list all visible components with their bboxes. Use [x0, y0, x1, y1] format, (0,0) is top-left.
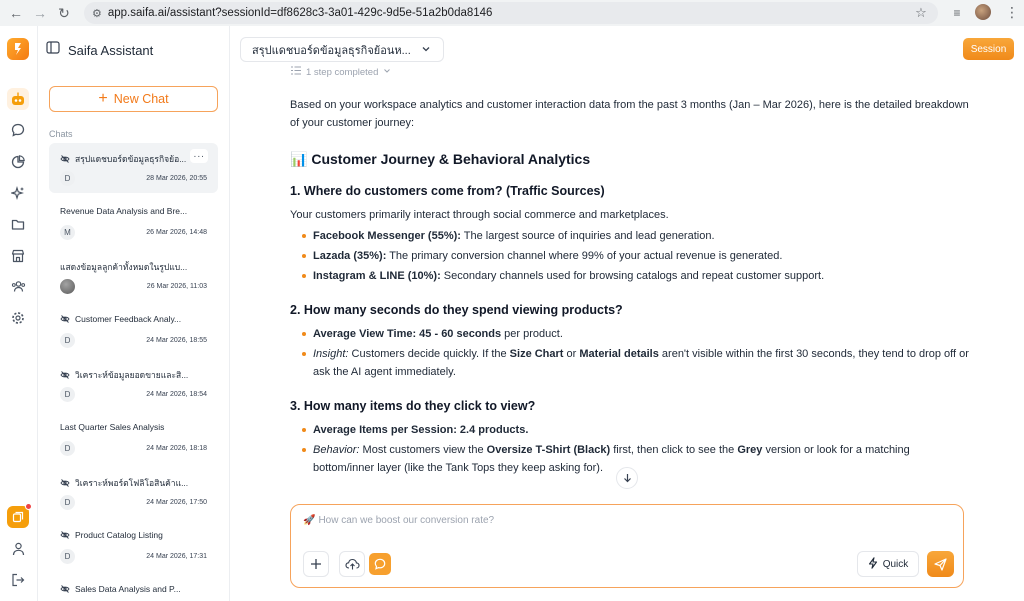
chat-list-item[interactable] [49, 197, 218, 247]
rocket-icon: 🚀 [303, 515, 316, 526]
list-icon [291, 66, 301, 78]
chat-title: Revenue Data Analysis and Bre... [60, 206, 188, 216]
user-profile-icon[interactable] [7, 538, 29, 560]
media-icon[interactable]: ≡ [953, 6, 961, 20]
chat-timestamp: 24 Mar 2026, 17:50 [146, 499, 207, 506]
assistant-message [290, 96, 970, 477]
profile-avatar[interactable] [975, 4, 991, 20]
chat-list-item[interactable] [49, 467, 218, 517]
chat-main [230, 26, 1024, 601]
chat-list-item[interactable] [49, 521, 218, 571]
section-heading-traffic: 1. Where do customers come from? (Traffic Sources) [290, 184, 605, 198]
avatar: M [60, 225, 75, 240]
avatar: D [60, 549, 75, 564]
eye-off-icon [60, 154, 70, 164]
steps-completed-toggle[interactable] [291, 66, 391, 78]
sidebar-title: Saifa Assistant [68, 42, 154, 58]
chat-list-item[interactable] [49, 143, 218, 193]
chat-title: Last Quarter Sales Analysis [60, 422, 165, 432]
bar-chart-icon: 📊 [290, 151, 308, 167]
saifa-logo-icon[interactable] [7, 38, 29, 60]
chat-list-item[interactable] [49, 251, 218, 301]
avatar: D [60, 441, 75, 456]
traffic-list [290, 227, 970, 285]
users-icon[interactable] [7, 275, 29, 297]
list-item: Average Items per Session: 2.4 products. [302, 421, 970, 439]
chat-list-item[interactable] [49, 413, 218, 463]
chat-timestamp: 26 Mar 2026, 11:03 [146, 283, 207, 290]
chat-timestamp: 28 Mar 2026, 20:55 [146, 175, 207, 182]
chat-list-item[interactable] [49, 359, 218, 409]
chevron-down-icon [383, 67, 391, 78]
browser-menu-icon[interactable]: ⋮ [1005, 4, 1019, 20]
conversation-title: สรุปแดชบอร์ดข้อมูลธุรกิจย้อนห... [252, 44, 411, 57]
chat-timestamp: 24 Mar 2026, 18:18 [146, 445, 207, 452]
avatar: D [60, 171, 75, 186]
site-settings-icon[interactable]: ⚙ [92, 7, 102, 20]
eye-off-icon [60, 370, 70, 380]
list-item: Instagram & LINE (10%): Secondary channels used for browsing catalogs and repeat customer support. [302, 267, 970, 285]
avatar: D [60, 333, 75, 348]
icon-rail [0, 26, 38, 601]
quick-mode-button[interactable] [857, 551, 919, 577]
message-composer [290, 504, 964, 588]
chat-timestamp: 26 Mar 2026, 14:48 [146, 229, 207, 236]
address-bar[interactable] [84, 2, 938, 24]
forward-icon[interactable]: → [33, 5, 47, 21]
chat-list-item[interactable] [49, 305, 218, 355]
store-icon[interactable] [7, 245, 29, 267]
more-options-icon[interactable]: ··· [190, 149, 208, 163]
view-time-list [290, 325, 970, 381]
section-intro: Your customers primarily interact through social commerce and marketplaces. [290, 209, 669, 221]
new-chat-label: New Chat [113, 92, 169, 106]
chat-title: วิเคราะห์พอร์ตโฟลิโอสินค้าแ... [60, 476, 200, 490]
chat-mode-button[interactable] [369, 553, 391, 575]
eye-off-icon [60, 530, 70, 540]
lightning-icon [868, 557, 878, 572]
session-button[interactable]: Session [963, 38, 1014, 60]
chat-title: Product Catalog Listing [60, 530, 200, 540]
pie-chart-icon[interactable] [7, 151, 29, 173]
eye-off-icon [60, 478, 70, 488]
toggle-sidebar-icon[interactable] [46, 41, 60, 59]
plus-icon: + [98, 90, 108, 107]
chat-list-item[interactable] [49, 575, 218, 601]
intro-paragraph: Based on your workspace analytics and customer interaction data from the past 3 months (Jan – Mar 2026), here is the detailed breakdown of your customer journey: [290, 99, 969, 129]
back-icon[interactable]: ← [9, 5, 23, 21]
new-chat-button[interactable] [49, 86, 218, 112]
eye-off-icon [60, 584, 70, 594]
bookmark-star-icon[interactable]: ☆ [915, 5, 927, 20]
chevron-down-icon [421, 44, 431, 57]
settings-gear-icon[interactable] [7, 307, 29, 329]
upload-cloud-button[interactable] [339, 551, 365, 577]
chat-title: Sales Data Analysis and P... [60, 584, 200, 594]
send-button[interactable] [927, 551, 954, 577]
section-heading-view-time: 2. How many seconds do they spend viewing products? [290, 303, 623, 317]
section-heading-items-clicked: 3. How many items do they click to view? [290, 399, 536, 413]
url-text: app.saifa.ai/assistant?sessionId=df8628c3-3a01-429c-9d5e-51a2b0da8146 [107, 7, 493, 19]
steps-completed-label: 1 step completed [306, 66, 379, 78]
eye-off-icon [60, 314, 70, 324]
chat-timestamp: 24 Mar 2026, 18:54 [146, 391, 207, 398]
list-item: Lazada (35%): The primary conversion channel where 99% of your actual revenue is generated. [302, 247, 970, 265]
list-item: Insight: Customers decide quickly. If the Size Chart or Material details aren't visible within the first 30 seconds, they tend to drop off or ask the AI agent immediately. [302, 345, 970, 381]
chat-bubble-icon[interactable] [7, 119, 29, 141]
conversation-title-dropdown[interactable] [240, 37, 444, 62]
sparkles-icon[interactable] [7, 182, 29, 204]
avatar [60, 279, 75, 294]
notifications-icon[interactable] [7, 506, 29, 528]
input-placeholder: How can we boost our conversion rate? [318, 515, 495, 526]
scroll-to-bottom-button[interactable] [616, 467, 638, 489]
quick-label: Quick [882, 558, 909, 570]
avatar: D [60, 387, 75, 402]
avatar: D [60, 495, 75, 510]
list-item: Behavior: Most customers view the Oversize T-Shirt (Black) first, then click to see the Grey version or look for a matching bottom/inner layer (like the Tank Tops they keep asking for). [302, 441, 970, 477]
chat-title: สรุปแดชบอร์ดข้อมูลธุรกิจย้อ... [60, 152, 200, 166]
chat-timestamp: 24 Mar 2026, 18:55 [146, 337, 207, 344]
list-item: Average View Time: 45 - 60 seconds per product. [302, 325, 970, 343]
message-heading: 📊 Customer Journey & Behavioral Analytics [290, 151, 591, 167]
chats-section-label: Chats [49, 129, 73, 139]
chat-sidebar [38, 26, 230, 601]
folder-icon[interactable] [7, 213, 29, 235]
chat-title: Customer Feedback Analy... [60, 314, 200, 324]
message-input[interactable] [303, 515, 494, 526]
logout-icon[interactable] [7, 569, 29, 591]
add-attachment-button[interactable] [303, 551, 329, 577]
chat-title: แสดงข้อมูลลูกค้าทั้งหมดในรูปแบ... [60, 262, 188, 272]
assistant-bot-icon[interactable] [7, 88, 29, 110]
list-item: Facebook Messenger (55%): The largest source of inquiries and lead generation. [302, 227, 970, 245]
reload-icon[interactable]: ↻ [58, 4, 70, 21]
chat-timestamp: 24 Mar 2026, 17:31 [146, 553, 207, 560]
chat-title: วิเคราะห์ข้อมูลยอดขายและสิ... [60, 368, 200, 382]
browser-toolbar [0, 0, 1024, 26]
notification-badge [25, 503, 32, 510]
